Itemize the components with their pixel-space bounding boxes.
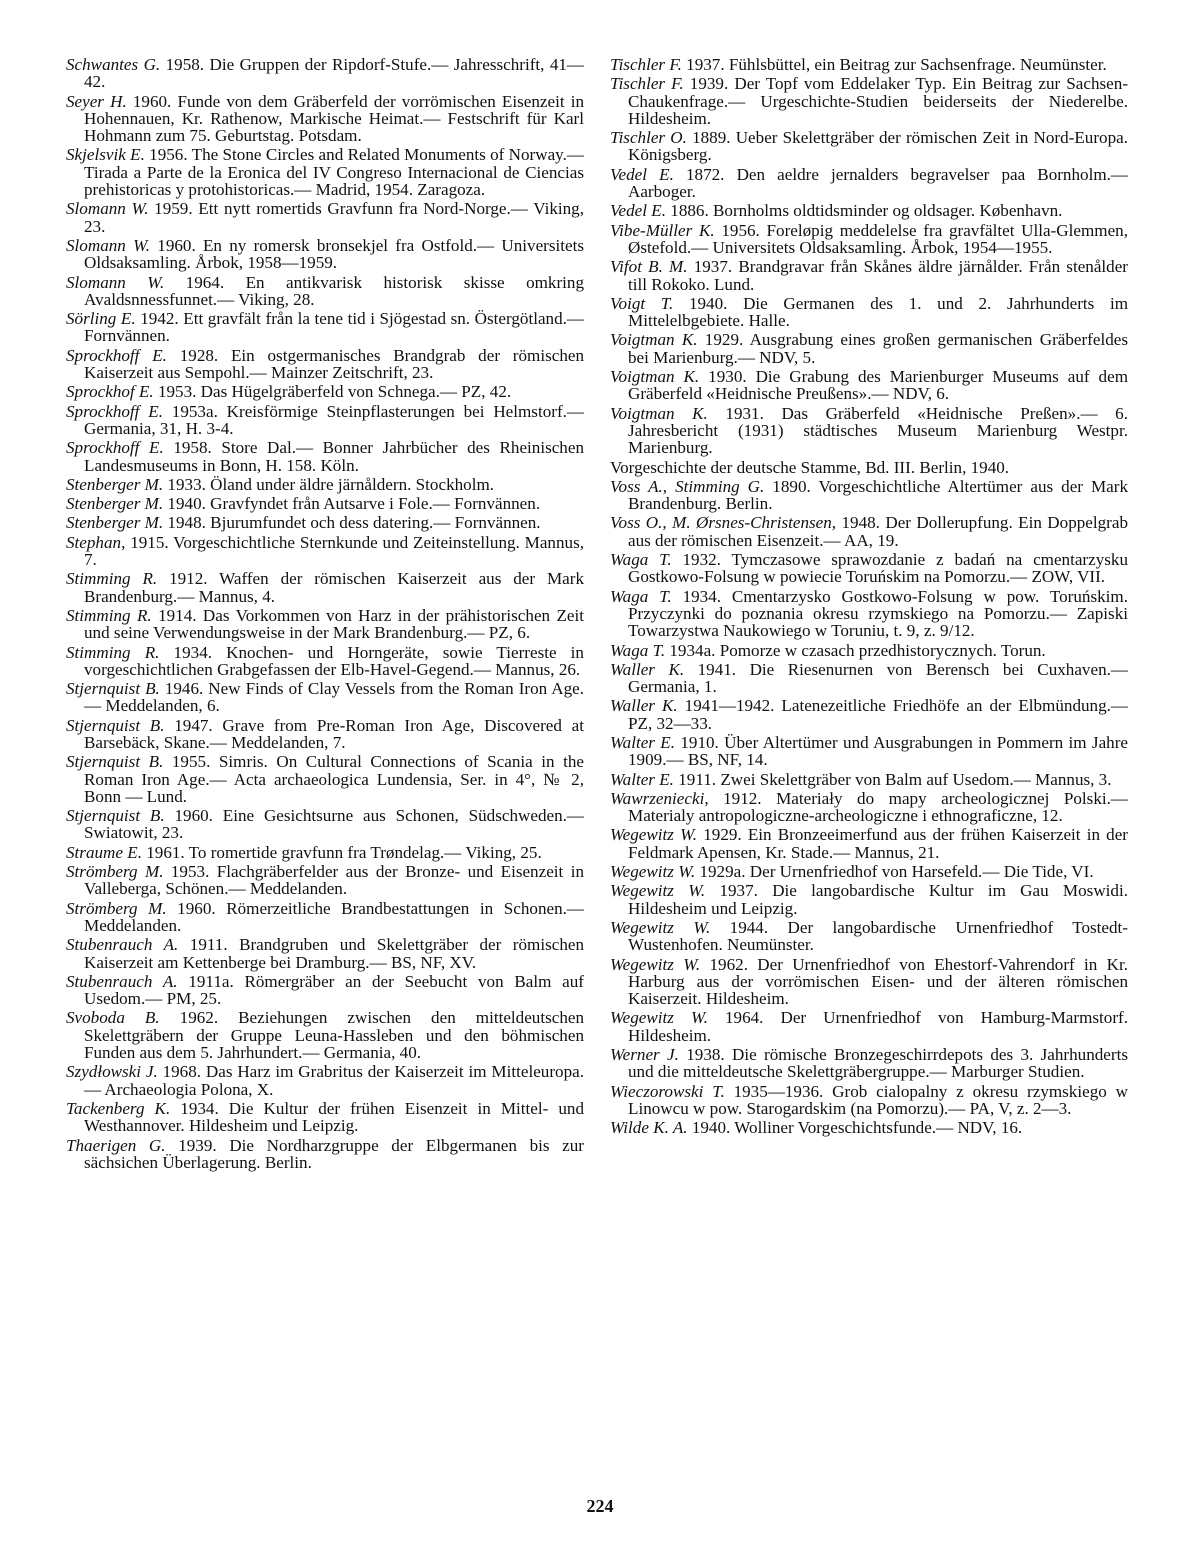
entry-text: 1960. En ny romersk bronsekjel fra Ostfold.— Universitets Oldsaksamling. Årbok, 1958—1959. [84, 235, 584, 273]
entry-author: Voss A., Stimming G. [610, 476, 765, 496]
entry-text: 1959. Ett nytt romertids Gravfunn fra Nord-Norge.— Viking, 23. [84, 199, 584, 236]
entry-author: Strömberg M. [66, 898, 167, 918]
right-column [610, 56, 1128, 1139]
bibliography-entry [66, 807, 584, 842]
bibliography-entry [610, 166, 1128, 201]
entry-author: Schwantes G. [66, 55, 161, 74]
bibliography-entry [66, 514, 584, 531]
entry-author: Wilde K. A. [610, 1118, 688, 1138]
entry-text: Vorgeschichte der deutsche Stamme, Bd. III. Berlin, 1940. [610, 457, 1010, 477]
entry-text: 1958. Die Gruppen der Ripdorf-Stufe.— Jahresschrift, 41—42. [84, 55, 585, 92]
entry-text: 1937. Die langobardische Kultur im Gau Moswidi. Hildesheim und Leipzig. [628, 881, 1128, 918]
entry-author: Tischler F. [610, 74, 684, 94]
bibliography-entry [610, 222, 1128, 257]
entry-author: Waga T. [610, 640, 666, 660]
entry-text: 1960. Funde von dem Gräberfeld der vorrömischen Eisenzeit in Hohennauen, Kr. Rathenow, Markische Heimat.— Festschrift für Karl Hohmann zum 75. Geburtstag. Potsdam. [84, 91, 584, 146]
bibliography-entry [610, 882, 1128, 917]
entry-author: Tackenberg K. [66, 1098, 171, 1118]
entry-author: Wegewitz W. [610, 862, 696, 882]
page-number: 224 [586, 1496, 614, 1516]
entry-text: 1953. Flachgräberfelder aus der Bronze- und Eisenzeit in Valleberga, Schönen.— Meddelanden. [84, 862, 584, 899]
entry-author: Vedel E. [610, 164, 674, 184]
entry-author: Voigtman K. [610, 367, 700, 387]
bibliography-entry [610, 661, 1128, 696]
entry-text: 1934. Die Kultur der frühen Eisenzeit in Mittel- und Westhannover. Hildesheim und Leipzig. [84, 1098, 584, 1136]
bibliography-entry [66, 863, 584, 898]
entry-author: Stubenrauch A. [66, 935, 179, 955]
entry-text: 1929. Ein Bronzeeimerfund aus der frühen Kaiserzeit in der Feldmark Apensen, Kr. Stade.— Mannus, 21. [628, 825, 1128, 862]
entry-text: 1960. Römerzeitliche Brandbestattungen in Schonen.— Meddelanden. [84, 898, 585, 935]
entry-author: Stimming R. [66, 569, 158, 589]
entry-author: Sörling E. [66, 309, 136, 329]
entry-text: 1939. Der Topf vom Eddelaker Typ. Ein Beitrag zur Sachsen-Chaukenfrage.— Urgeschichte-Studien beiderseits der Niederelbe. Hildesheim. [628, 74, 1129, 128]
bibliography-entry [66, 1063, 584, 1098]
entry-text: 1946. New Finds of Clay Vessels from the Roman Iron Age.— Meddelanden, 6. [84, 679, 584, 716]
entry-text: 1914. Das Vorkommen von Harz in der prähistorischen Zeit und seine Verwendungsweise in der Mark Brandenburg.— PZ, 6. [84, 605, 584, 643]
entry-text: 1948. Der Dollerupfung. Ein Doppelgrab aus der römischen Eisenzeit.— AA, 19. [628, 513, 1128, 550]
entry-author: Wawrzeniecki, [610, 788, 709, 808]
bibliography-entry [66, 146, 584, 198]
entry-text: 1932. Tymczasowe sprawozdanie z badań na cmentarzysku Gostkowo-Folsung w powiecie Toruńskim na Pomorzu.— ZOW, VII. [628, 550, 1128, 587]
entry-author: Voigt T. [610, 293, 674, 313]
entry-text: 1948. Bjurumfundet och dess datering.— Fornvännen. [163, 513, 541, 533]
left-column [66, 56, 584, 1173]
bibliography-entry [610, 405, 1128, 457]
entry-text: 1911a. Römergräber an der Seebucht von Balm auf Usedom.— PM, 25. [84, 971, 584, 1009]
entry-author: Svoboda B. [66, 1008, 160, 1028]
entry-text: 1956. Foreløpig meddelelse fra gravfältet Ulla-Glemmen, Østefold.— Universitets Oldsaksamling. Årbok, 1954—1955. [628, 220, 1128, 257]
bibliography-entry [66, 844, 584, 861]
entry-text: 1929a. Der Urnenfriedhof von Harsefeld.— Die Tide, VI. [695, 862, 1094, 882]
entry-author: Wieczorowski T. [610, 1081, 725, 1101]
bibliography-entry [610, 642, 1128, 659]
bibliography-entry [66, 200, 584, 235]
entry-author: Szydłowski J. [66, 1062, 158, 1082]
entry-text: 1886. Bornholms oldtidsminder og oldsager. København. [666, 201, 1063, 221]
bibliography-entry [610, 771, 1128, 788]
bibliography-entry [610, 129, 1128, 164]
entry-text: 1938. Die römische Bronzegeschirrdepots des 3. Jahrhunderts und die mitteldeutsche Skelettgräbergruppe.— Marburger Studien. [628, 1045, 1128, 1082]
entry-text: 1889. Ueber Skelettgräber der römischen Zeit in Nord-Europa. Königsberg. [628, 128, 1128, 165]
entry-author: Skjelsvik E. [66, 145, 145, 165]
entry-text: 1953. Das Hügelgräberfeld von Schnega.— PZ, 42. [153, 382, 512, 402]
entry-author: Waga T. [610, 586, 672, 606]
bibliography-entry [66, 476, 584, 493]
bibliography-entry [610, 368, 1128, 403]
entry-author: Stubenrauch A. [66, 971, 178, 991]
bibliography-entry [610, 1046, 1128, 1081]
entry-author: Straume E. [66, 842, 142, 862]
bibliography-entry [610, 56, 1128, 73]
entry-author: Stephan, [66, 532, 126, 552]
entry-text: 1944. Der langobardische Urnenfriedhof Tostedt-Wustenhofen. Neumünster. [628, 917, 1128, 955]
entry-author: Strömberg M. [66, 862, 164, 882]
entry-author: Slomann W. [66, 272, 165, 292]
entry-text: 1915. Vorgeschichtliche Sternkunde und Zeiteinstellung. Mannus, 7. [84, 532, 584, 570]
entry-text: 1968. Das Harz im Grabritus der Kaiserzeit im Mitteleuropa.— Archaeologia Polona, X. [84, 1062, 584, 1099]
entry-text: 1911. Brandgruben und Skelettgräber der römischen Kaiserzeit am Kettenberge bei Dramburg.— BS, NF, XV. [84, 935, 584, 972]
entry-author: Stimming R. [66, 642, 160, 662]
bibliography-entry [610, 826, 1128, 861]
bibliography-entry [66, 753, 584, 805]
entry-text: 1931. Das Gräberfeld «Heidnische Preßen».— 6. Jahresbericht (1931) städtisches Museum Marienburg Westpr. Marienburg. [628, 403, 1128, 458]
entry-author: Seyer H. [66, 91, 127, 111]
entry-author: Walter E. [610, 769, 674, 789]
entry-author: Tischler F. [610, 55, 682, 74]
entry-text: 1934. Cmentarzysko Gostkowo-Folsung w pow. Toruńskim. Przyczynki do poznania okresu rzymskiego na Pomorzu.— Zapiski Towarzystwa Naukowiego w Toruniu, t. 9, z. 9/12. [628, 586, 1128, 641]
bibliography-entry [610, 258, 1128, 293]
bibliography-entry [66, 403, 584, 438]
entry-text: 1872. Den aeldre jernalders begravelser paa Bornholm.— Aarboger. [628, 164, 1128, 202]
bibliography-entry [66, 495, 584, 512]
entry-text: 1933. Öland under äldre järnåldern. Stockholm. [163, 474, 495, 494]
bibliography-entry [610, 734, 1128, 769]
entry-author: Slomann W. [66, 199, 149, 219]
bibliography-entry [610, 1083, 1128, 1118]
entry-text: 1934a. Pomorze w czasach przedhistorycznych. Torun. [665, 640, 1046, 660]
entry-author: Slomann W. [66, 235, 151, 255]
bibliography-entry [66, 1137, 584, 1172]
entry-author: Walter E. [610, 732, 676, 752]
entry-text: 1953a. Kreisförmige Steinpflasterungen bei Helmstorf.— Germania, 31, H. 3-4. [84, 401, 584, 438]
entry-author: Stjernquist B. [66, 752, 164, 772]
entry-text: 1934. Knochen- und Horngeräte, sowie Tierreste in vorgeschichtlichen Grabgefassen der Elb-Havel-Gegend.— Mannus, 26. [84, 642, 584, 679]
bibliography-entry [610, 790, 1128, 825]
entry-text: 1912. Waffen der römischen Kaiserzeit aus der Mark Brandenburg.— Mannus, 4. [84, 569, 584, 606]
entry-author: Stenberger M. [66, 513, 164, 533]
entry-text: 1941—1942. Latenezeitliche Friedhöfe an der Elbmündung.— PZ, 32—33. [628, 696, 1129, 733]
entry-author: Wegewitz W. [610, 954, 701, 974]
entry-text: 1955. Simris. On Cultural Connections of Scania in the Roman Iron Age.— Acta archaeologica Lundensia, Ser. in 4°, № 2, Bonn — Lund. [84, 752, 584, 806]
bibliography-entry [66, 56, 584, 91]
entry-author: Waller K. [610, 659, 685, 679]
bibliography-entry [610, 588, 1128, 640]
entry-text: 1940. Die Germanen des 1. und 2. Jahrhunderts im Mittelelbgebiete. Halle. [628, 293, 1128, 331]
entry-author: Stimming R. [66, 605, 152, 625]
entry-author: Stenberger M. [66, 494, 164, 514]
entry-author: Sprockhoff E. [66, 438, 164, 458]
entry-text: 1940. Wolliner Vorgeschichtsfunde.— NDV, 16. [687, 1118, 1023, 1138]
entry-text: 1928. Ein ostgermanisches Brandgrab der römischen Kaiserzeit aus Sempohl.— Mainzer Zeitschrift, 23. [84, 345, 585, 383]
entry-author: Thaerigen G. [66, 1135, 166, 1155]
entry-author: Werner J. [610, 1045, 679, 1065]
entry-author: Voss O., M. Ørsnes-Christensen, [610, 513, 837, 533]
entry-text: 1941. Die Riesenurnen von Berensch bei Cuxhaven.— Germania, 1. [628, 659, 1128, 697]
entry-text: 1956. The Stone Circles and Related Monuments of Norway.— Tirada a Parte de la Eronica del IV Congreso Internacional de Ciencias prehistoricas y protohistoricas.— Madrid, 1954. Zaragoza. [84, 145, 584, 200]
entry-text: 1912. Materiały do mapy archeologicznej Polski.— Materialy antropologiczne-archeologiczne i ethnograficzne, 12. [628, 788, 1128, 826]
entry-text: 1930. Die Grabung des Marienburger Museums auf dem Gräberfeld «Heidnische Preußens».— NDV, 6. [628, 367, 1128, 404]
bibliography-entry [66, 274, 584, 309]
entry-text: 1937. Brandgravar från Skånes äldre järnålder. Från stenålder till Rokoko. Lund. [628, 257, 1128, 294]
bibliography-entry [66, 900, 584, 935]
entry-author: Vedel E. [610, 201, 667, 221]
entry-author: Stjernquist B. [66, 806, 165, 826]
entry-author: Wegewitz W. [610, 825, 698, 845]
entry-author: Tischler O. [610, 128, 687, 148]
entry-author: Stjernquist B. [66, 715, 165, 735]
entry-text: 1962. Der Urnenfriedhof von Ehestorf-Vahrendorf in Kr. Harburg aus der vorrömischen Eisen- und der älteren römischen Kaiserzeit. Hildesheim. [628, 954, 1128, 1009]
bibliography-entry [610, 551, 1128, 586]
bibliography-entry [66, 93, 584, 145]
bibliography-entry [610, 514, 1128, 549]
entry-text: 1961. To romertide gravfunn fra Trøndelag.— Viking, 25. [141, 842, 542, 862]
entry-author: Waller K. [610, 696, 678, 716]
bibliography-entry [610, 863, 1128, 880]
entry-text: 1964. En antikvarisk historisk skisse omkring Avaldsnnessfunnet.— Viking, 28. [84, 272, 584, 309]
entry-author: Vifot B. M. [610, 257, 688, 277]
bibliography-entry [66, 310, 584, 345]
bibliography-entry [610, 75, 1128, 127]
bibliography-entry [66, 1009, 584, 1061]
bibliography-entry [610, 919, 1128, 954]
entry-text: 1910. Über Altertümer und Ausgrabungen in Pommern im Jahre 1909.— BS, NF, 14. [628, 732, 1128, 770]
bibliography-entry [66, 570, 584, 605]
bibliography-entry [610, 331, 1128, 366]
bibliography-entry [66, 973, 584, 1008]
bibliography-entry [610, 478, 1128, 513]
bibliography-entry [610, 202, 1128, 219]
entry-text: 1935—1936. Grob cialopalny z okresu rzymskiego w Linowcu w pow. Starogardskim (na Pomorzu).— PA, V, z. 2—3. [628, 1081, 1128, 1118]
entry-text: 1939. Die Nordharzgruppe der Elbgermanen bis zur sächsichen Überlagerung. Berlin. [84, 1135, 584, 1172]
entry-author: Sprockhoff E. [66, 401, 163, 421]
bibliography-entry [66, 644, 584, 679]
bibliography-entry [610, 1009, 1128, 1044]
bibliography-entry [66, 1100, 584, 1135]
bibliography-entry [610, 459, 1128, 476]
bibliography-entry [66, 607, 584, 642]
bibliography-entry [66, 680, 584, 715]
entry-author: Stenberger M. [66, 474, 164, 494]
entry-text: 1937. Fühlsbüttel, ein Beitrag zur Sachsenfrage. Neumünster. [681, 55, 1107, 74]
bibliography-entry [610, 956, 1128, 1008]
entry-text: 1929. Ausgrabung eines großen germanischen Gräberfeldes bei Marienburg.— NDV, 5. [628, 330, 1128, 367]
entry-author: Sprockhof E. [66, 382, 154, 402]
entry-author: Wegewitz W. [610, 881, 706, 901]
entry-text: 1942. Ett gravfält från la tene tid i Sjögestad sn. Östergötland.— Fornvännen. [84, 309, 585, 346]
bibliography-entry [610, 295, 1128, 330]
bibliography-entry [66, 936, 584, 971]
entry-author: Waga T. [610, 550, 672, 570]
entry-text: 1890. Vorgeschichtliche Altertümer aus der Mark Brandenburg. Berlin. [628, 476, 1129, 514]
entry-text: 1958. Store Dal.— Bonner Jahrbücher des Rheinischen Landesmuseums in Bonn, H. 158. Köln. [84, 438, 584, 475]
entry-text: 1962. Beziehungen zwischen den mitteldeutschen Skelettgräbern der Gruppe Leuna-Hassleben und den böhmischen Funden aus dem 5. Jahrhundert.— Germania, 40. [84, 1008, 584, 1063]
entry-author: Wegewitz W. [610, 917, 711, 937]
entry-text: 1964. Der Urnenfriedhof von Hamburg-Marmstorf. Hildesheim. [628, 1008, 1128, 1045]
entry-author: Sprockhoff E. [66, 345, 167, 365]
entry-author: Stjernquist B. [66, 679, 160, 699]
bibliography-entry [66, 383, 584, 400]
bibliography-entry [610, 1119, 1128, 1136]
bibliography-entry [66, 439, 584, 474]
entry-author: Voigtman K. [610, 403, 708, 423]
entry-text: 1960. Eine Gesichtsurne aus Schonen, Südschweden.— Swiatowit, 23. [84, 806, 584, 843]
entry-text: 1911. Zwei Skelettgräber von Balm auf Usedom.— Mannus, 3. [673, 769, 1112, 789]
entry-author: Vibe-Müller K. [610, 220, 715, 240]
bibliography-entry [66, 347, 584, 382]
entry-author: Voigtman K. [610, 330, 698, 350]
entry-text: 1947. Grave from Pre-Roman Iron Age, Discovered at Barsebäck, Skane.— Meddelanden, 7. [84, 715, 584, 752]
entry-author: Wegewitz W. [610, 1008, 708, 1028]
entry-text: 1940. Gravfyndet från Autsarve i Fole.— Fornvännen. [163, 494, 541, 514]
bibliography-entry [66, 534, 584, 569]
bibliography-entry [610, 697, 1128, 732]
bibliography-entry [66, 717, 584, 752]
bibliography-entry [66, 237, 584, 272]
